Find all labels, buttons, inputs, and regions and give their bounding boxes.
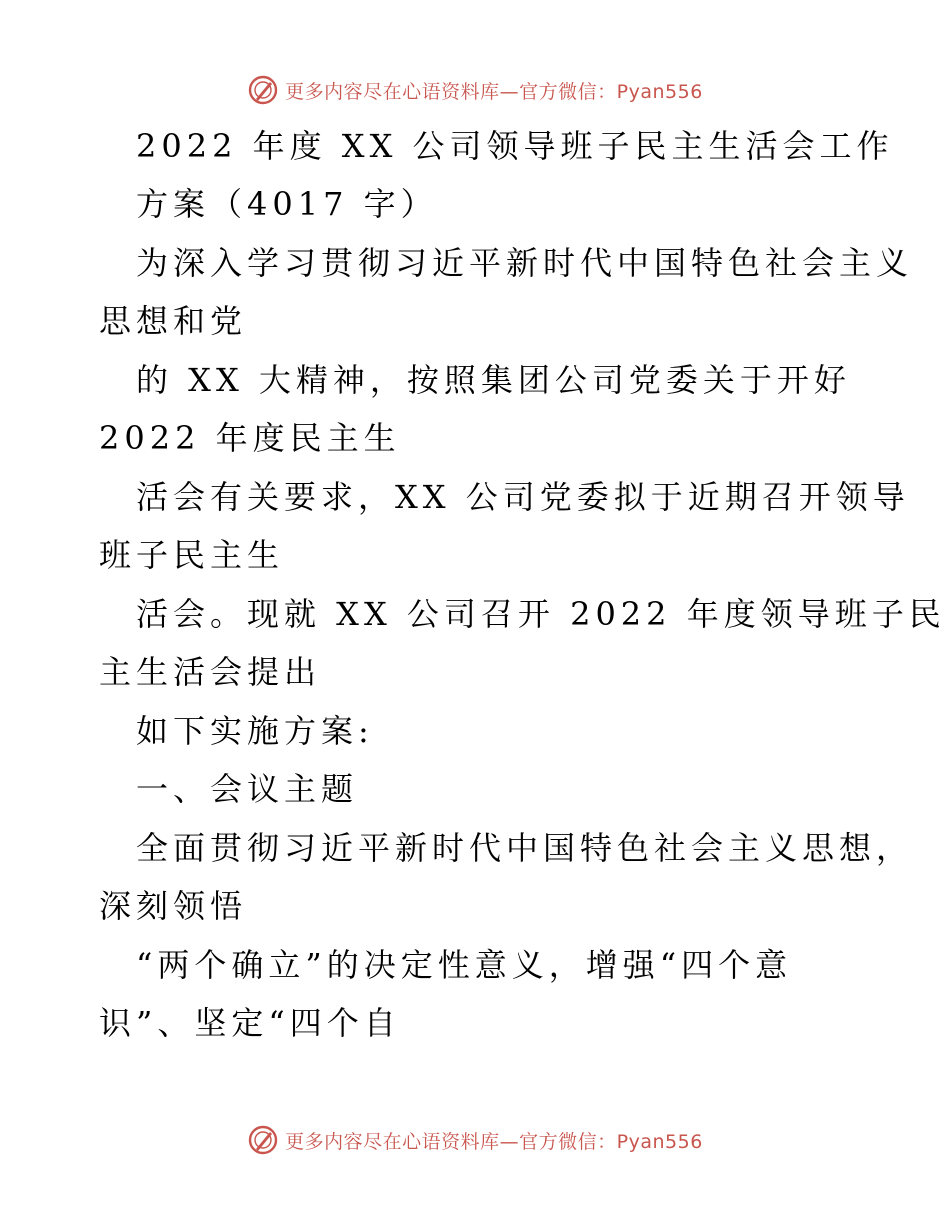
paragraph-line: 活会有关要求，XX 公司党委拟于近期召开领导 — [136, 478, 910, 516]
paragraph-line: 2022 年度民主生 — [99, 419, 401, 457]
section-heading: 一、会议主题 — [136, 770, 359, 808]
paragraph-line: 全面贯彻习近平新时代中国特色社会主义思想， — [136, 829, 914, 867]
paragraph-line: 活会。现就 XX 公司召开 2022 年度领导班子民 — [136, 595, 946, 633]
paragraph-line: 班子民主生 — [99, 536, 285, 574]
paragraph-line: 思想和党 — [99, 302, 248, 340]
title-line-1: 2022 年度 XX 公司领导班子民主生活会工作 — [136, 127, 894, 165]
pen-seal-icon — [247, 74, 279, 106]
paragraph-line: 如下实施方案: — [136, 712, 374, 750]
footer-watermark — [0, 1122, 950, 1158]
paragraph-line: “两个确立”的决定性意义，增强“四个意 — [136, 946, 793, 984]
paragraph-line: 为深入学习贯彻习近平新时代中国特色社会主义 — [136, 244, 914, 282]
paragraph-line: 深刻领悟 — [99, 887, 248, 925]
header-watermark — [0, 72, 950, 108]
paragraph-line: 识”、坚定“四个自 — [99, 1004, 401, 1042]
paragraph-line: 主生活会提出 — [99, 653, 322, 691]
watermark-text: 更多内容尽在心语资料库—官方微信：Pyan556 — [285, 80, 703, 103]
title-line-2: 方案（4017 字） — [136, 185, 438, 223]
paragraph-line: 的 XX 大精神，按照集团公司党委关于开好 — [136, 361, 851, 399]
pen-seal-icon — [247, 1124, 279, 1156]
watermark-text: 更多内容尽在心语资料库—官方微信：Pyan556 — [285, 1130, 703, 1153]
